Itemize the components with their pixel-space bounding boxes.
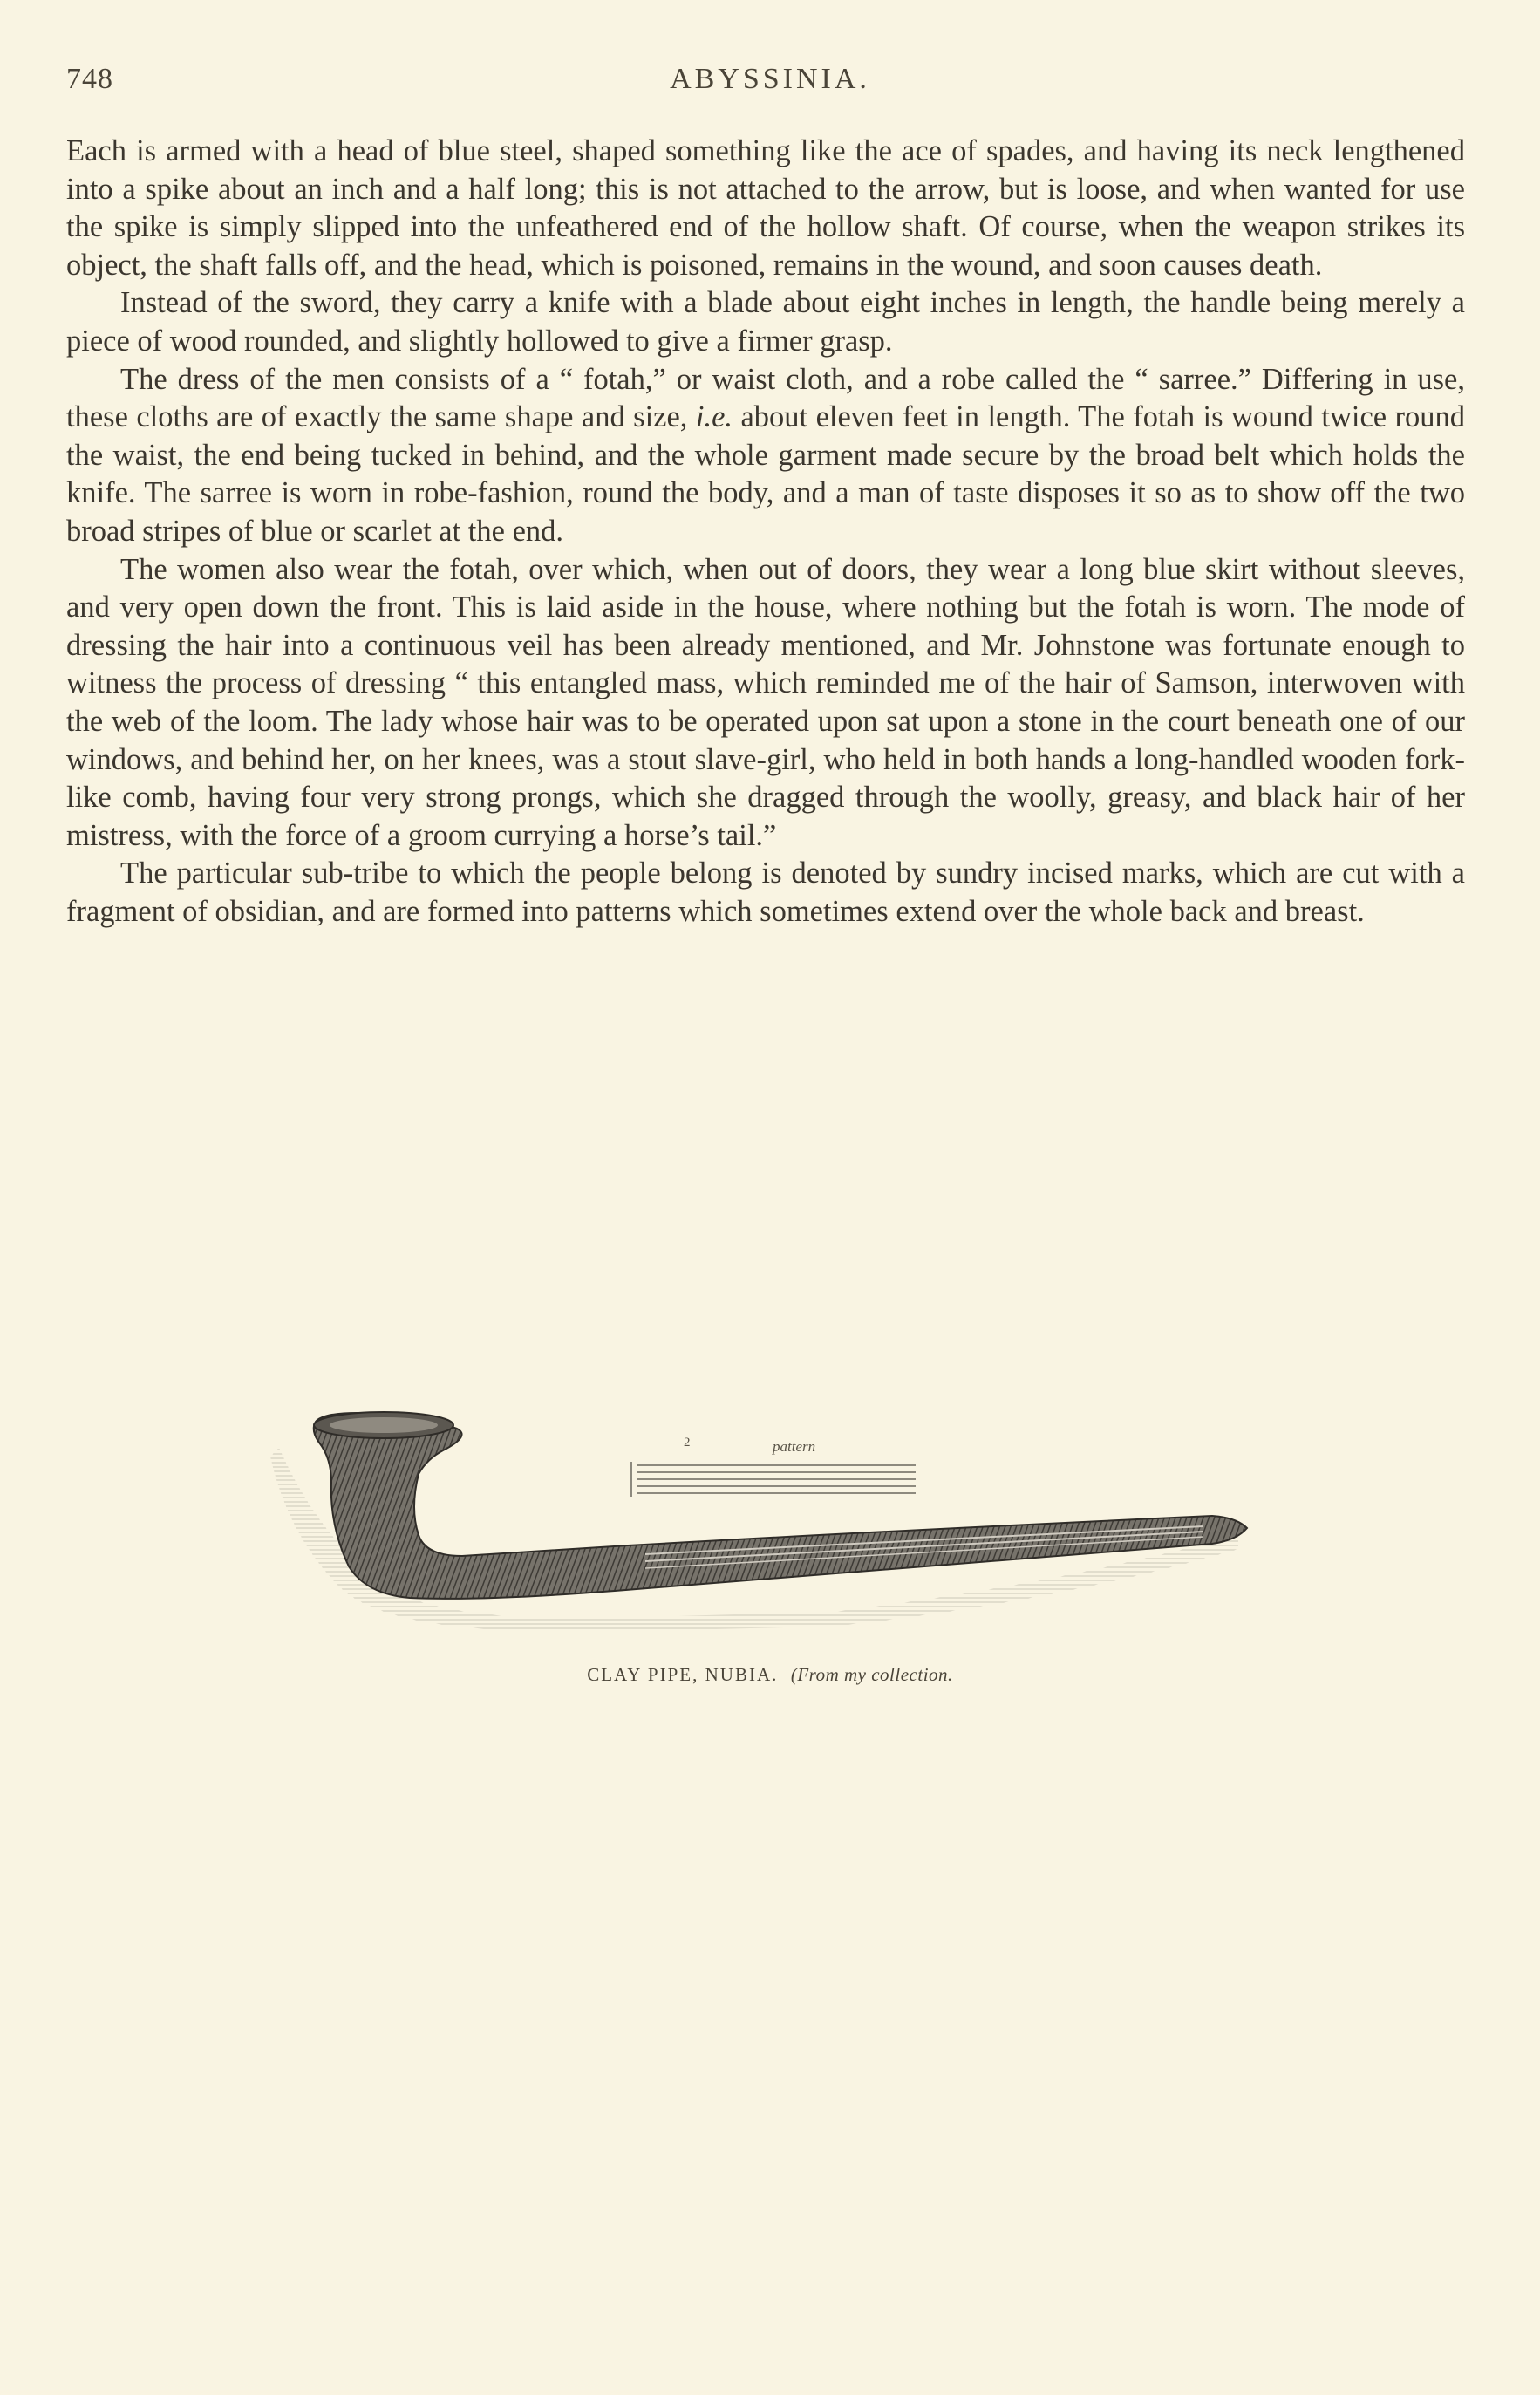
caption-title: CLAY PIPE, NUBIA. bbox=[587, 1664, 779, 1685]
pattern-detail-drawing bbox=[631, 1462, 916, 1497]
dress-text-start: The dress of the men consists of a “ fotah,” or waist cloth, and a robe called the “ sarree.” Differing in use, these cloths are of exactly the same shape and size, bbox=[66, 362, 1465, 434]
running-title: ABYSSINIA. bbox=[670, 63, 870, 95]
figure-caption bbox=[0, 1664, 1540, 1686]
clay-pipe-illustration bbox=[262, 1395, 1256, 1631]
dress-text-ie: i.e. bbox=[695, 400, 733, 434]
page-number: 748 bbox=[66, 63, 113, 95]
paragraph-knife: Instead of the sword, they carry a knife with a blade about eight inches in length, the handle being merely a piece of wood rounded, and slightly hollowed to give a firmer grasp. bbox=[66, 286, 1465, 358]
paragraph-arrow-head: Each is armed with a head of blue steel, shaped something like the ace of spades, and having its neck lengthened into a spike about an inch and a half long; this is not attached to the arrow, but is loose, and when wanted for use the spike is simply slipped into the unfeathered end of the hollow shaft. Of course, when the weapon strikes its object, the shaft falls off, and the head, which is poisoned, remains in the wound, and soon causes death. bbox=[66, 134, 1465, 282]
paragraph-sub-tribe-marks: The particular sub-tribe to which the people belong is denoted by sundry incised marks, which are cut with a fragment of obsidian, and are formed into patterns which sometimes extend over the whole back and breast. bbox=[66, 856, 1465, 928]
body-text bbox=[66, 133, 1465, 931]
dress-text-end: about eleven feet in length. The fotah is wound twice round the waist, the end being tucked in behind, and the whole garment made secure by the broad belt which holds the knife. The sarree is worn in robe-fashion, round the body, and a man of taste disposes it so as to show off the two broad stripes of blue or scarlet at the end. bbox=[66, 400, 1466, 548]
paragraph-dress-of-men bbox=[66, 361, 1465, 551]
figure-annotation-number: 2 bbox=[684, 1436, 691, 1450]
caption-note: (From my collection. bbox=[790, 1664, 953, 1685]
pipe-bowl-opening bbox=[330, 1417, 438, 1433]
figure-annotation-word: pattern bbox=[773, 1438, 816, 1455]
paragraph-women-dress: The women also wear the fotah, over which, when out of doors, they wear a long blue skirt without sleeves, and very open down the front. This is laid aside in the house, where nothing but the fotah is worn. The mode of dressing the hair into a continuous veil has been already mentioned, and Mr. Johnstone was fortunate enough to witness the process of dressing “ this entangled mass, which reminded me of the hair of Samson, interwoven with the web of the loom. The lady whose hair was to be operated upon sat upon a stone in the court beneath one of our windows, and behind her, on her knees, was a stout slave-girl, who held in both hands a long-handled wooden fork-like comb, having four very strong prongs, which she dragged through the woolly, greasy, and black hair of her mistress, with the force of a groom currying a horse’s tail.” bbox=[66, 552, 1465, 852]
